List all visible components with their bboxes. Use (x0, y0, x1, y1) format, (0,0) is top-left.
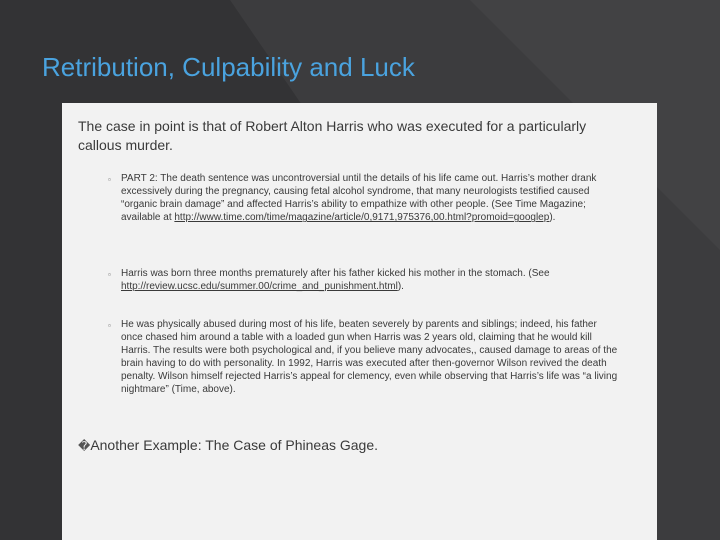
bullet-marker-icon: ▫ (108, 321, 111, 330)
bullet-marker-icon: ▫ (108, 270, 111, 279)
bullet-body: PART 2: The death sentence was uncontroversial until the details of his life came out. Harris’s mother drank excessively during the pregnancy, causing fetal alcohol syndrome, that many neurologists testified caused “organic brain damage” and affected Harris’s ability to empathize with other people. (See Time Magazine; available at (121, 173, 597, 224)
next-example-heading (78, 437, 378, 453)
next-example-text: Another Example: The Case of Phineas Gage. (90, 437, 379, 453)
bullet-marker-icon: ▫ (108, 175, 111, 184)
intro-text: The case in point is that of Robert Alton Harris who was executed for a particularly callous murder. (78, 118, 587, 153)
bullet-text (121, 318, 621, 397)
time-magazine-link[interactable]: http://www.time.com/time/magazine/article/0,9171,975376,00.html?promoid=googlep (174, 212, 550, 224)
bullet-text (121, 267, 621, 293)
slide-title: Retribution, Culpability and Luck (42, 52, 415, 82)
bullet-suffix: ). (549, 212, 556, 224)
bullet-body: He was physically abused during most of his life, beaten severely by parents and siblings; indeed, his father once chased him around a table with a loaded gun when Harris was 2 years old, claiming that he would kill Harris. The results were both psychological and, if you believe many advocates,, caused damage to areas of the brain having to do with personality. In 1992, Harris was executed after then-governor Wilson revived the death penalty. Wilson himself rejected Harris’s appeal for clemency, even while observing that Harris’s life was “a living nightmare” (Time, above). (121, 319, 618, 396)
bullet-text (121, 172, 621, 224)
bullet-body: Harris was born three months prematurely after his father kicked his mother in the stomach. (See (121, 268, 550, 279)
bullet-suffix: ). (397, 281, 404, 293)
bullet-glyph-icon: � (78, 439, 91, 453)
ucsc-review-link[interactable]: http://review.ucsc.edu/summer.00/crime_and_punishment.html (121, 281, 398, 293)
